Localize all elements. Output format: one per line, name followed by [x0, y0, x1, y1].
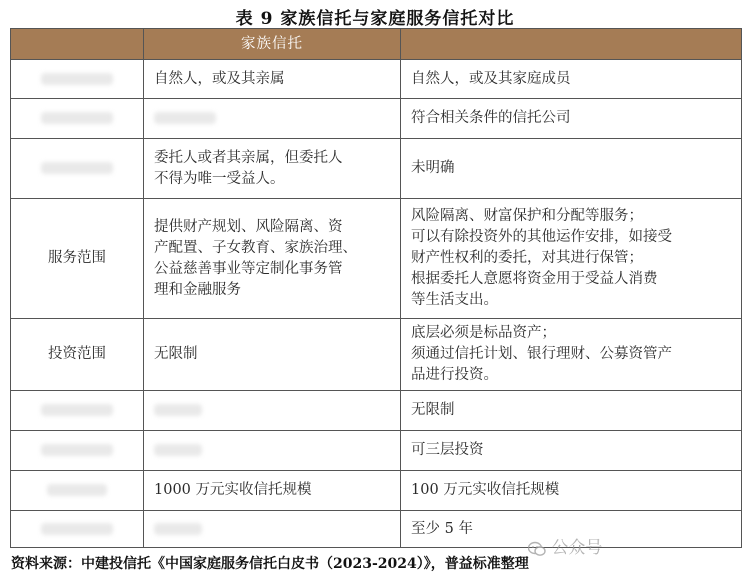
cell-line: 须通过信托计划、银行理财、公募资管产	[411, 346, 672, 362]
header-cell-household-trust	[401, 29, 742, 60]
cell-line: 财产性权利的委托，对其进行保管；	[411, 250, 643, 266]
row-cell-household: 自然人，或及其家庭成员	[401, 60, 742, 99]
watermark	[528, 533, 602, 558]
row-cell-household: 可三层投资	[401, 431, 742, 471]
header-cell-family-trust: 家族信托	[144, 29, 401, 60]
row-label: 投资范围	[11, 319, 144, 391]
watermark-text: 公众号	[551, 538, 603, 558]
cell-line: 提供财产规划、风险隔离、资	[154, 218, 343, 235]
row-cell-family	[144, 99, 401, 139]
cell-line: 品进行投资。	[411, 367, 498, 383]
table-row	[11, 471, 742, 511]
source-note: 资料来源：中建投信托《中国家庭服务信托白皮书（2023-2024）》，普益标准整理	[11, 556, 529, 572]
redacted-text	[154, 523, 202, 535]
row-cell-family	[144, 139, 401, 199]
redacted-text	[41, 444, 113, 456]
row-cell-household: 符合相关条件的信托公司	[401, 99, 742, 139]
redacted-text	[47, 484, 107, 496]
redacted-text	[41, 162, 113, 174]
redacted-text	[154, 404, 202, 416]
redacted-text	[41, 73, 113, 85]
row-cell-family: 自然人，或及其亲属	[144, 60, 401, 99]
table-row	[11, 60, 742, 99]
redacted-text	[41, 404, 113, 416]
row-cell-household	[401, 199, 742, 319]
redacted-text	[154, 444, 202, 456]
cell-line: 不得为唯一受益人。	[154, 170, 285, 187]
row-cell-family: 无限制	[144, 319, 401, 391]
redacted-text	[41, 523, 113, 535]
row-cell-household: 至少 5 年	[401, 511, 742, 548]
row-cell-family: 1000 万元实收信托规模	[144, 471, 401, 511]
row-label: 服务范围	[11, 199, 144, 319]
row-label	[11, 431, 144, 471]
cell-line: 委托人或者其亲属，但委托人	[154, 149, 343, 166]
cell-line: 公益慈善事业等定制化事务管	[154, 260, 343, 277]
cell-line: 产配置、子女教育、家族治理、	[154, 239, 357, 256]
row-cell-household	[401, 319, 742, 391]
row-label	[11, 60, 144, 99]
row-cell-household: 无限制	[401, 391, 742, 431]
table-row	[11, 99, 742, 139]
table-title: 表 9 家族信托与家庭服务信托对比	[235, 9, 515, 29]
table-row	[11, 319, 742, 391]
row-label	[11, 139, 144, 199]
table-row	[11, 199, 742, 319]
redacted-text	[41, 112, 113, 124]
cell-line: 底层必须是标品资产；	[411, 325, 556, 341]
table-header-row	[11, 29, 742, 60]
row-cell-family	[144, 391, 401, 431]
wechat-icon	[528, 541, 546, 557]
row-label	[11, 511, 144, 548]
cell-line: 等生活支出。	[411, 292, 498, 308]
row-cell-family	[144, 199, 401, 319]
row-cell-family	[144, 431, 401, 471]
row-cell-household: 未明确	[401, 139, 742, 199]
comparison-table	[10, 28, 742, 548]
row-label	[11, 471, 144, 511]
row-label	[11, 99, 144, 139]
row-label	[11, 391, 144, 431]
table-row	[11, 511, 742, 548]
cell-line: 可以有除投资外的其他运作安排，如接受	[411, 229, 672, 245]
header-cell-label	[11, 29, 144, 60]
row-cell-family	[144, 511, 401, 548]
row-cell-household: 100 万元实收信托规模	[401, 471, 742, 511]
table-row	[11, 431, 742, 471]
redacted-text	[154, 112, 216, 124]
table-row	[11, 139, 742, 199]
cell-line: 风险隔离、财富保护和分配等服务；	[411, 208, 643, 224]
cell-line: 根据委托人意愿将资金用于受益人消费	[411, 271, 658, 287]
table-row	[11, 391, 742, 431]
cell-line: 理和金融服务	[154, 281, 241, 298]
